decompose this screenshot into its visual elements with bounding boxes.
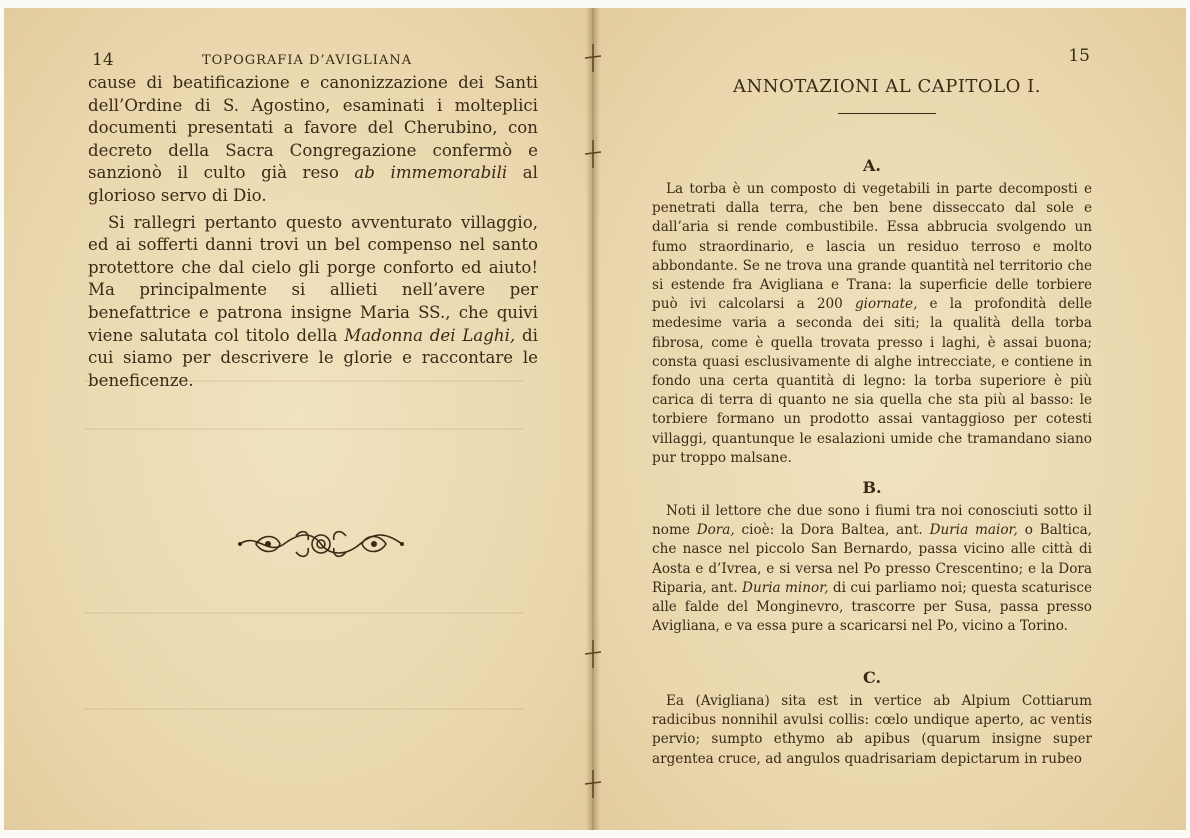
page-number: 15 [1068, 46, 1090, 66]
page-number: 14 [92, 50, 114, 70]
heading-rule [838, 113, 936, 114]
running-header [92, 52, 532, 72]
section-a-text: La torba è un composto di vegetabili in parte decomposti e penetrati dalla terra, che ben bene disseccato dal sole e dall’aria si rende combustibile. Essa abbrucia svolgendo un fumo straordinario, e lascia un residuo terroso e molto abbondante. Se ne trova una grande quantità nel territorio che si estende fra Avigliana e Trana: la superficie delle torbiere può ivi calcolarsi a 200 giornate, e la profondità delle medesime varia a seconda dei siti; la qualità della torba fibrosa, come è quella trovata presso i laghi, è assai buona; consta quasi esclusivamente di alghe intrecciate, e contiene in fondo una certa quantità di legno: la torba superiore è più carica di terra di quanto ne sia quella che sta più al basso: le torbiere formano un prodotto assai vantaggioso per cotesti villaggi, quantunque le esalazioni umide che tramandano siano pur troppo malsane. [652, 181, 1092, 466]
binding-stitch [585, 140, 601, 168]
show-through-line [84, 612, 524, 614]
book-gutter [586, 8, 600, 830]
running-head-title: TOPOGRAFIA D’AVIGLIANA [202, 53, 413, 68]
left-body-text [88, 72, 538, 392]
binding-stitch [585, 770, 601, 798]
paragraph: cause di beatificazione e canonizzazione dei Santi dell’Ordine di S. Agostino, esaminati i molteplici documenti presentati a favore del Cherubino, con decreto della Sacra Congregazione confermò e sanzionò il culto già reso ab immemorabili al glorioso servo di Dio. [88, 73, 538, 205]
chapter-notes-heading: ANNOTAZIONI AL CAPITOLO I. [733, 76, 1041, 97]
right-page [592, 8, 1186, 830]
section-label-b: B. [862, 478, 882, 497]
section-c-text: Ea (Avigliana) sita est in vertice ab Alpium Cottiarum radicibus nonnihil avulsi collis: cœlo undique aperto, ac ventis pervio; sumpto ethymo ab apibus (quarum insigne super argentea cruce, ad angulos quadrisariam depictarum in rubeo [652, 693, 1092, 767]
section-b-text: Noti il lettore che due sono i fiumi tra noi conosciuti sotto il nome Dora, cioè: la Dora Baltea, ant. Duria maior, o Baltica, che nasce nel piccolo San Bernardo, passa vicino alle città di Aosta e d’Ivrea, e si versa nel Po presso Crescentino; e la Dora Riparia, ant. Duria minor, di cui parliamo noi; questa scaturisce alle falde del Monginevro, trascorre per Susa, passa presso Avigliana, e va essa pure a scaricarsi nel Po, vicino a Torino. [652, 503, 1092, 635]
paragraph: Si rallegri pertanto questo avventurato villaggio, ed ai sofferti danni trovi un bel compenso nel santo protettore che dal cielo gli porge conforto ed aiuto! Ma principalmente si allieti nell’avere per benefattrice e patrona insigne Maria SS., che quivi viene salutata col titolo della Madonna dei Laghi, di cui siamo per descrivere le glorie e raccontare le beneficenze. [88, 212, 538, 390]
show-through-line [84, 428, 524, 430]
binding-stitch [585, 640, 601, 668]
section-label-c: C. [862, 668, 882, 687]
section-label-a: A. [863, 156, 881, 175]
binding-stitch [585, 44, 601, 72]
left-page [4, 8, 592, 830]
show-through-line [84, 708, 524, 710]
floral-ornament [236, 522, 406, 566]
